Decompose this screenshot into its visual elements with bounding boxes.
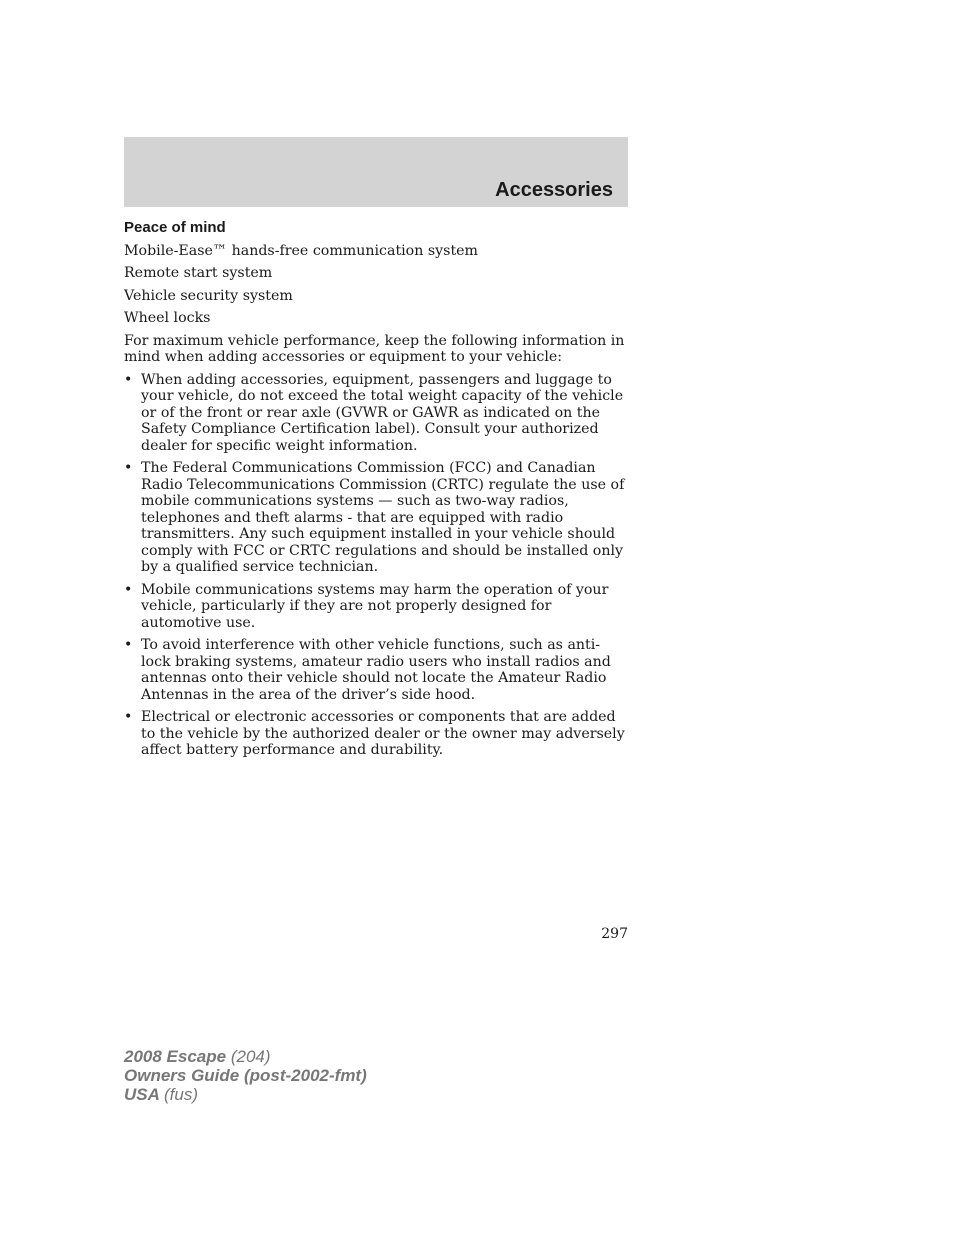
- bullet-list: [124, 372, 629, 759]
- accessory-item: Vehicle security system: [124, 287, 293, 304]
- accessory-item: Mobile-Ease™ hands-free communication system: [124, 242, 478, 259]
- bullet-item: [124, 372, 629, 455]
- bullet-item: [124, 582, 629, 632]
- bullet-text: When adding accessories, equipment, passengers and luggage to your vehicle, do not exceed the total weight capacity of the vehicle or of the front or rear axle (GVWR or GAWR as indicated on the Safety Compliance Certification label). Consult your authorized dealer for specific weight information.: [141, 371, 624, 454]
- bullet-icon: •: [124, 371, 133, 388]
- bullet-text: Mobile communications systems may harm the operation of your vehicle, particularly if they are not properly designed for automotive use.: [141, 581, 609, 631]
- footer-model-line: [124, 1047, 367, 1066]
- footer-guide: Owners Guide (post-2002-fmt): [124, 1066, 367, 1085]
- bullet-icon: •: [124, 460, 133, 476]
- section-heading: Peace of mind: [124, 219, 226, 236]
- chapter-header-band: [124, 137, 628, 207]
- page-number: 297: [601, 926, 628, 942]
- footer-guide-line: [124, 1066, 367, 1085]
- footer-market-line: [124, 1085, 367, 1104]
- page-content: [124, 220, 629, 765]
- bullet-icon: •: [124, 581, 133, 598]
- intro-paragraph: For maximum vehicle performance, keep the following information in mind when adding accessories or equipment to your vehicle:: [124, 332, 625, 365]
- bullet-text: To avoid interference with other vehicle functions, such as anti-lock braking systems, amateur radio users who install radios and antennas onto their vehicle should not locate the Amateur Radio Antennas in the area of the driver’s side hood.: [141, 637, 611, 703]
- footer-model: 2008 Escape: [124, 1047, 227, 1066]
- document-footer: [124, 1047, 367, 1104]
- footer-market: USA: [124, 1085, 160, 1104]
- bullet-item: [124, 460, 629, 576]
- bullet-icon: •: [124, 709, 133, 725]
- bullet-icon: •: [124, 637, 133, 653]
- bullet-text: The Federal Communications Commission (FCC) and Canadian Radio Telecommunications Commission (CRTC) regulate the use of mobile communications systems — such as two-way radios, telephones and theft alarms - that are equipped with radio transmitters. Any such equipment installed in your vehicle should comply with FCC or CRTC regulations and should be installed only by a qualified service technician.: [141, 460, 625, 575]
- accessory-item: Remote start system: [124, 265, 273, 281]
- footer-market-code: (fus): [164, 1085, 198, 1104]
- bullet-text: Electrical or electronic accessories or components that are added to the vehicle by the authorized dealer or the owner may adversely affect battery performance and durability.: [141, 709, 625, 758]
- chapter-title: Accessories: [495, 179, 613, 201]
- accessory-item: Wheel locks: [124, 310, 211, 326]
- bullet-item: [124, 709, 629, 759]
- footer-model-code: (204): [230, 1047, 271, 1066]
- bullet-item: [124, 637, 629, 703]
